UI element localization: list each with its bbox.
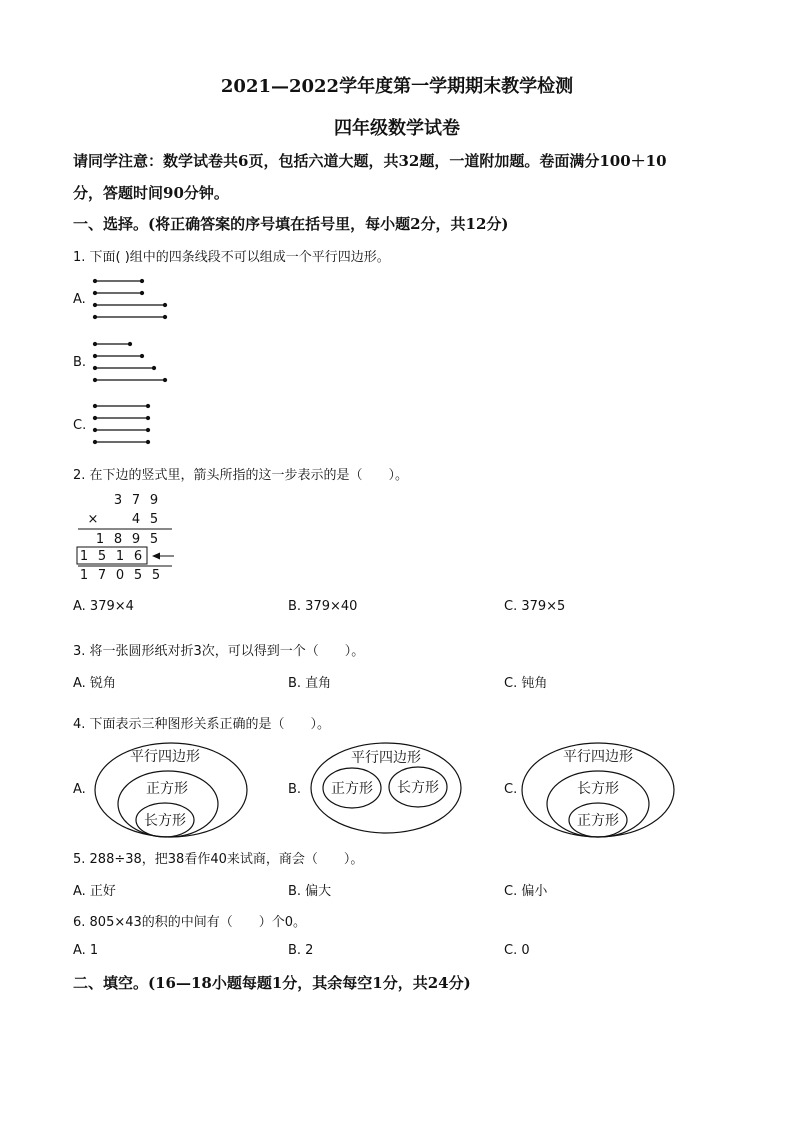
venn-c-middle-label: 长方形 <box>577 781 619 797</box>
digit-r5-3: 0 <box>115 568 125 583</box>
venn-b-right-label: 长方形 <box>397 780 439 796</box>
question-1-text: 1. 下面( )组中的四条线段不可以组成一个平行四边形。 <box>73 250 390 265</box>
section-2-heading: 二、填空。(16—18小题每题1分，其余每空1分，共24分) <box>73 974 471 992</box>
q1-option-a-segments <box>90 276 180 324</box>
q1-option-c-label: C. <box>73 418 87 433</box>
q5-option-b: B. 偏大 <box>288 884 332 899</box>
digit-r5-5: 5 <box>151 568 161 583</box>
venn-c-outer-label: 平行四边形 <box>563 749 633 765</box>
digit-r3-1: 1 <box>95 532 105 547</box>
q5-option-c: C. 偏小 <box>504 884 548 899</box>
q1-option-b-segments <box>90 339 180 387</box>
digit-r2-1: 4 <box>131 512 141 527</box>
section-1-heading: 一、选择。(将正确答案的序号填在括号里，每小题2分，共12分) <box>73 215 509 233</box>
q2-option-a: A. 379×4 <box>73 599 134 614</box>
q4-option-b-label: B. <box>288 782 302 797</box>
q3-option-b: B. 直角 <box>288 676 332 691</box>
digit-r4-1: 1 <box>79 549 89 564</box>
digit-r1-2: 7 <box>131 493 141 508</box>
venn-b-left-label: 正方形 <box>331 781 373 797</box>
digit-r1-3: 9 <box>149 493 159 508</box>
q3-option-c: C. 钝角 <box>504 676 548 691</box>
digit-r4-4: 6 <box>133 549 143 564</box>
venn-a-inner-label: 长方形 <box>144 813 186 829</box>
exam-subtitle: 四年级数学试卷 <box>334 118 460 139</box>
venn-c-inner-label: 正方形 <box>577 813 619 829</box>
digit-r5-2: 7 <box>97 568 107 583</box>
digit-r5-1: 1 <box>79 568 89 583</box>
q5-option-a: A. 正好 <box>73 884 116 899</box>
q6-option-a: A. 1 <box>73 943 99 958</box>
q1-option-a-label: A. <box>73 292 86 307</box>
digit-r3-4: 5 <box>149 532 159 547</box>
question-6-text: 6. 805×43的积的中间有（ ）个0。 <box>73 915 307 930</box>
venn-b-outer-label: 平行四边形 <box>351 750 421 766</box>
question-2-text: 2. 在下边的竖式里，箭头所指的这一步表示的是（ ）。 <box>73 468 409 483</box>
vertical-multiplication <box>74 490 184 585</box>
venn-a-outer-label: 平行四边形 <box>130 749 200 765</box>
digit-r3-2: 8 <box>113 532 123 547</box>
q3-option-a: A. 锐角 <box>73 676 116 691</box>
q1-option-b-label: B. <box>73 355 87 370</box>
question-3-text: 3. 将一张圆形纸对折3次，可以得到一个（ ）。 <box>73 644 365 659</box>
exam-title: 2021—2022学年度第一学期期末教学检测 <box>220 76 574 97</box>
question-4-text: 4. 下面表示三种图形关系正确的是（ ）。 <box>73 717 331 732</box>
q4-option-c-label: C. <box>504 782 518 797</box>
q6-option-c: C. 0 <box>504 943 530 958</box>
arrow-left-icon <box>152 553 174 560</box>
q1-option-c-segments <box>90 401 180 449</box>
digit-r4-3: 1 <box>115 549 125 564</box>
digit-r3-3: 9 <box>131 532 141 547</box>
venn-diagram-b <box>308 740 464 840</box>
venn-diagram-c <box>520 740 676 840</box>
digit-r5-4: 5 <box>133 568 143 583</box>
venn-a-middle-label: 正方形 <box>146 781 188 797</box>
digit-r1-1: 3 <box>113 493 123 508</box>
notice-line-1: 请同学注意：数学试卷共6页，包括六道大题，共32题，一道附加题。卷面满分100＋10 <box>73 152 667 170</box>
digit-r4-2: 5 <box>97 549 107 564</box>
q2-option-c: C. 379×5 <box>504 599 566 614</box>
q2-option-b: B. 379×40 <box>288 599 358 614</box>
q4-option-a-label: A. <box>73 782 86 797</box>
times-sign: × <box>87 512 99 527</box>
venn-diagram-a <box>93 740 249 840</box>
digit-r2-2: 5 <box>149 512 159 527</box>
question-5-text: 5. 288÷38，把38看作40来试商，商会（ ）。 <box>73 852 364 867</box>
q6-option-b: B. 2 <box>288 943 314 958</box>
notice-line-2: 分，答题时间90分钟。 <box>73 184 229 202</box>
